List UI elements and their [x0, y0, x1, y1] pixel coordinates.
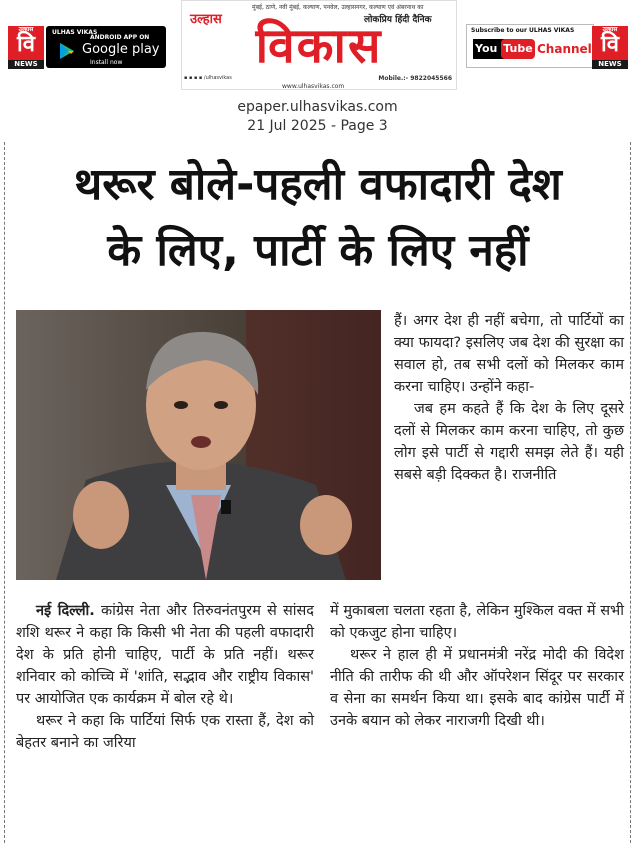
masthead-brand-small: उल्हास [190, 12, 222, 27]
masthead-tagline: लोकप्रिय हिंदी दैनिक [364, 15, 432, 25]
speaker-portrait-illustration [16, 310, 381, 580]
logo-right-letter: वि [601, 32, 619, 57]
page-header [0, 0, 635, 92]
youtube-you: You [473, 39, 515, 59]
paragraph: में मुकाबला चलता रहता है, लेकिन मुश्किल वक्त में सभी को एकजुट होना चाहिए। [330, 603, 624, 641]
newspaper-masthead [181, 0, 457, 90]
google-play-label: Google play [82, 42, 160, 57]
lead-paragraph-text: कांग्रेस नेता और तिरुवनंतपुरम से सांसद शशि थरूर ने कहा कि किसी भी नेता की पहली वफादारी देश के प्रति होनी चाहिए, पार्टी के प्रति नहीं। थरूर शनिवार को कोच्चि में 'शांति, सद्भाव और राष्ट्रीय विकास' पर आयोजित एक कार्यक्रम में बोल रहे थे। [16, 603, 315, 707]
masthead-mobile: Mobile.:- 9822045566 [378, 75, 452, 82]
logo-right-top-text: उल्हास [602, 26, 618, 33]
clipping-border-left [4, 142, 5, 843]
youtube-subscribe-text: Subscribe to our ULHAS VIKAS [471, 27, 575, 34]
app-badge-brand: ULHAS VIKAS [52, 29, 98, 36]
article-photo [16, 310, 381, 580]
clipping-border-right [630, 142, 631, 843]
logo-left-letter: वि [17, 32, 35, 57]
article-column-left-bottom [16, 600, 314, 754]
masthead-social: ▪ ▪ ▪ ▪ /ulhasvikas [184, 75, 232, 81]
google-play-badge[interactable] [46, 26, 166, 68]
paragraph: थरूर ने हाल ही में प्रधानमंत्री नरेंद्र मोदी की विदेश नीति की तारीफ की थी और ऑपरेशन सिंदूर पर सरकार व सेना का समर्थन किया था। इसके बाद कांग्रेस पार्टी में उनके बयान को लेकर नाराजगी दिखी थी। [330, 647, 624, 729]
article-headline [14, 152, 622, 284]
youtube-tube: Tube [501, 39, 535, 59]
article-column-right-bottom [330, 600, 624, 732]
headline-line-1: थरूर बोले-पहली वफादारी देश [74, 159, 562, 210]
app-badge-android: ANDROID APP ON [90, 34, 150, 41]
masthead-title: विकास [255, 18, 383, 74]
google-play-icon [58, 42, 76, 60]
youtube-subscribe-banner[interactable] [466, 24, 594, 68]
paragraph: थरूर ने कहा कि पार्टियां सिर्फ एक रास्ता हैं, देश को बेहतर बनाने का जरिया [16, 713, 314, 751]
logo-left-top-text: उल्हास [18, 26, 34, 33]
article-column-right-top [394, 310, 624, 486]
youtube-channel: Channel [537, 42, 592, 56]
masthead-website: www.ulhasvikas.com [282, 83, 345, 90]
paragraph: जब हम कहते हैं कि देश के लिए दूसरे दलों से मिलकर काम करना चाहिए, तो कुछ लोग इसे पार्टी से गद्दारी समझ लेते हैं। यही सबसे बड़ी दिक्कत है। राजनीति [394, 401, 624, 483]
epaper-url[interactable]: epaper.ulhasvikas.com [237, 99, 398, 115]
edition-date-page: 21 Jul 2025 - Page 3 [247, 118, 388, 134]
masthead-social-handle: /ulhasvikas [203, 75, 232, 81]
article-dateline: नई दिल्ली. [36, 603, 95, 619]
paragraph [16, 600, 314, 710]
logo-left-news-strip: NEWS [8, 60, 44, 69]
app-badge-install: Install now [90, 59, 123, 66]
paragraph: हैं। अगर देश ही नहीं बचेगा, तो पार्टियों का क्या फायदा? इसलिए जब देश की सुरक्षा का सवाल हो, तब सभी दलों को मिलकर काम करना चाहिए। उन्होंने कहा- [394, 313, 624, 395]
headline-line-2: के लिए, पार्टी के लिए नहीं [107, 225, 529, 276]
logo-right-news-strip: NEWS [592, 60, 628, 69]
masthead-cities: मुंबई, ठाणे, नवी मुंबई, कल्याण, पनवेल, उल्हासनगर, कल्याण एवं अंबरनाथ का [252, 4, 424, 11]
